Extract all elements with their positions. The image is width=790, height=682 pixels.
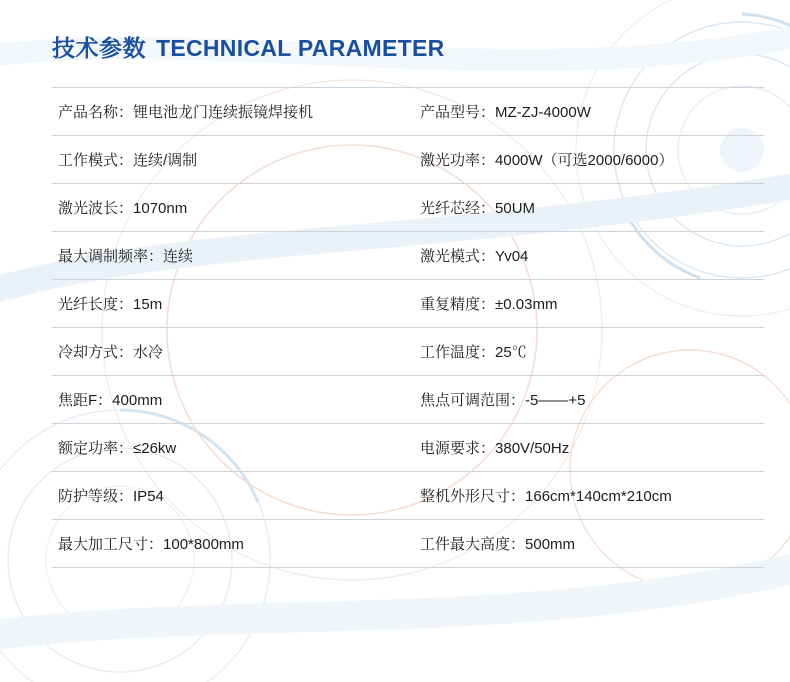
- table-cell-right: [408, 328, 764, 376]
- param-value: 水冷: [133, 344, 164, 361]
- table-cell-right: [408, 424, 764, 472]
- param-label: 焦点可调范围：: [420, 392, 526, 409]
- param-label: 激光模式：: [420, 248, 496, 265]
- param-label: 激光波长：: [58, 200, 134, 217]
- param-value: ±0.03mm: [495, 296, 558, 313]
- param-label: 工作温度：: [420, 344, 496, 361]
- table-cell-left: [52, 280, 408, 328]
- table-cell-right: [408, 472, 764, 520]
- param-value: 50UM: [495, 200, 536, 217]
- table-row: [52, 184, 764, 232]
- param-label: 防护等级：: [58, 488, 134, 505]
- table-cell-left: [52, 232, 408, 280]
- table-cell-left: [52, 184, 408, 232]
- param-label: 额定功率：: [58, 440, 134, 457]
- table-row: [52, 328, 764, 376]
- table-cell-left: [52, 88, 408, 136]
- table-row: [52, 88, 764, 136]
- param-value: -5——+5: [525, 392, 586, 409]
- page-title-en: TECHNICAL PARAMETER: [156, 35, 445, 61]
- table-cell-left: [52, 376, 408, 424]
- param-label: 光纤芯经：: [420, 200, 496, 217]
- param-label: 产品型号：: [420, 104, 496, 121]
- table-cell-right: [408, 280, 764, 328]
- param-label: 激光功率：: [420, 152, 496, 169]
- param-value: 15m: [133, 296, 163, 313]
- param-value: IP54: [133, 488, 164, 505]
- table-cell-left: [52, 520, 408, 568]
- page-title: [52, 30, 738, 63]
- table-cell-left: [52, 328, 408, 376]
- table-row: [52, 520, 764, 568]
- param-value: 1070nm: [133, 200, 188, 217]
- param-label: 焦距F：: [58, 392, 113, 409]
- table-cell-right: [408, 136, 764, 184]
- table-cell-left: [52, 424, 408, 472]
- param-label: 产品名称：: [58, 104, 134, 121]
- table-row: [52, 472, 764, 520]
- table-cell-right: [408, 520, 764, 568]
- param-value: 500mm: [525, 536, 576, 553]
- param-value: 380V/50Hz: [495, 440, 570, 457]
- table-cell-right: [408, 88, 764, 136]
- param-value: 4000W（可选2000/6000）: [495, 152, 674, 169]
- param-label: 工作模式：: [58, 152, 134, 169]
- table-row: [52, 424, 764, 472]
- technical-parameter-table: [52, 87, 764, 568]
- param-label: 工件最大高度：: [420, 536, 526, 553]
- param-value: 25℃: [495, 344, 527, 361]
- param-value: Yv04: [495, 248, 529, 265]
- param-value: MZ-ZJ-4000W: [495, 104, 591, 121]
- param-value: 连续/调制: [133, 152, 198, 169]
- param-label: 最大调制频率：: [58, 248, 164, 265]
- table-row: [52, 136, 764, 184]
- table-body: [52, 88, 764, 568]
- param-value: 连续: [163, 248, 194, 265]
- param-label: 冷却方式：: [58, 344, 134, 361]
- param-label: 重复精度：: [420, 296, 496, 313]
- param-value: 锂电池龙门连续振镜焊接机: [133, 104, 314, 121]
- param-value: ≤26kw: [133, 440, 177, 457]
- page-title-cn: 技术参数: [52, 35, 146, 61]
- table-row: [52, 376, 764, 424]
- param-value: 166cm*140cm*210cm: [525, 488, 672, 505]
- table-cell-right: [408, 184, 764, 232]
- param-label: 整机外形尺寸：: [420, 488, 526, 505]
- param-value: 400mm: [112, 392, 163, 409]
- table-row: [52, 280, 764, 328]
- param-label: 电源要求：: [420, 440, 496, 457]
- table-cell-left: [52, 472, 408, 520]
- param-value: 100*800mm: [163, 536, 244, 553]
- param-label: 光纤长度：: [58, 296, 134, 313]
- table-cell-right: [408, 376, 764, 424]
- table-cell-left: [52, 136, 408, 184]
- table-row: [52, 232, 764, 280]
- param-label: 最大加工尺寸：: [58, 536, 164, 553]
- table-cell-right: [408, 232, 764, 280]
